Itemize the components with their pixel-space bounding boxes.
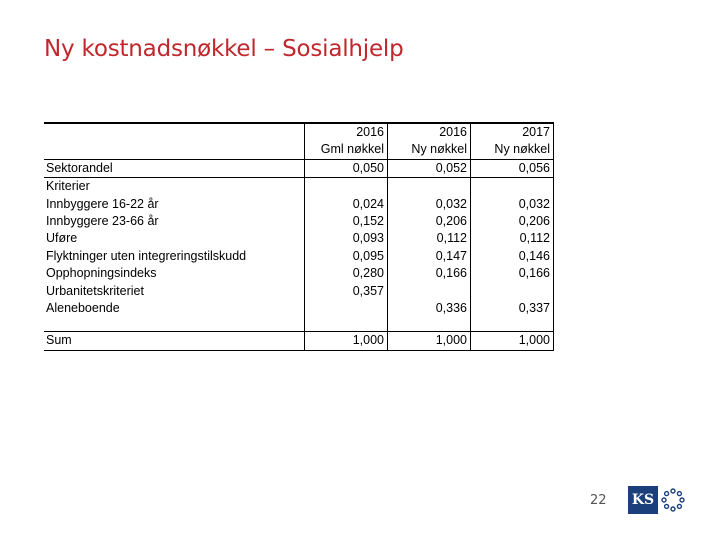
header-label: Gml nøkkel — [305, 141, 388, 159]
criteria-heading: Kriterier — [46, 179, 90, 194]
cell-value: 0,166 — [471, 265, 554, 282]
cell-value: 0,147 — [388, 248, 471, 265]
empty-cell — [44, 317, 305, 332]
header-year: 2017 — [471, 123, 554, 141]
cell-value: 0,337 — [471, 300, 554, 317]
table-row — [44, 230, 554, 247]
cell-value: 0,357 — [305, 283, 388, 300]
criteria-heading-row — [44, 178, 554, 196]
table-row — [44, 248, 554, 265]
cell-value: 1,000 — [388, 332, 471, 350]
header-blank — [44, 123, 305, 141]
cell-value: 0,206 — [471, 213, 554, 230]
row-label: Aleneboende — [46, 301, 120, 316]
table-row — [44, 300, 554, 317]
row-label: Innbyggere 16-22 år — [46, 196, 159, 211]
empty-cell — [305, 317, 388, 332]
row-label: Flyktninger uten integreringstilskudd — [46, 248, 247, 263]
empty-cell — [388, 317, 471, 332]
ks-logo — [628, 486, 686, 514]
cell-value — [471, 283, 554, 300]
cell-value: 0,112 — [471, 230, 554, 247]
empty-cell — [471, 178, 554, 196]
table-row — [44, 196, 554, 213]
sum-row — [44, 332, 554, 350]
spacer-row — [44, 317, 554, 332]
empty-cell — [388, 178, 471, 196]
cell-value: 0,056 — [471, 159, 554, 177]
header-label-row — [44, 141, 554, 159]
cell-value: 0,050 — [305, 159, 388, 177]
cell-value: 0,112 — [388, 230, 471, 247]
ks-logo-text: KS — [628, 486, 658, 514]
row-label: Innbyggere 23-66 år — [46, 214, 159, 229]
sector-row — [44, 159, 554, 177]
cost-key-table — [44, 122, 554, 351]
cell-value: 0,166 — [388, 265, 471, 282]
header-label: Ny nøkkel — [388, 141, 471, 159]
cell-value: 0,032 — [388, 196, 471, 213]
cell-value: 0,032 — [471, 196, 554, 213]
header-year-row — [44, 123, 554, 141]
row-label: Urbanitetskriteriet — [46, 283, 144, 298]
header-year: 2016 — [305, 123, 388, 141]
empty-cell — [305, 178, 388, 196]
cell-value: 0,052 — [388, 159, 471, 177]
cell-value: 0,024 — [305, 196, 388, 213]
header-blank — [44, 141, 305, 159]
cell-value: 0,093 — [305, 230, 388, 247]
row-label: Sektorandel — [44, 159, 305, 177]
cell-value — [305, 300, 388, 317]
page-number: 22 — [590, 493, 607, 508]
cell-value: 0,336 — [388, 300, 471, 317]
table-row — [44, 265, 554, 282]
slide-title: Ny kostnadsnøkkel – Sosialhjelp — [44, 36, 404, 62]
header-year: 2016 — [388, 123, 471, 141]
cell-value: 0,146 — [471, 248, 554, 265]
cell-value: 0,152 — [305, 213, 388, 230]
cell-value: 0,206 — [388, 213, 471, 230]
empty-cell — [471, 317, 554, 332]
table-row — [44, 283, 554, 300]
row-label: Sum — [44, 332, 305, 350]
cell-value: 1,000 — [305, 332, 388, 350]
cell-value — [388, 283, 471, 300]
cell-value: 0,280 — [305, 265, 388, 282]
row-label: Uføre — [46, 231, 78, 246]
row-label: Opphopningsindeks — [46, 266, 157, 281]
header-label: Ny nøkkel — [471, 141, 554, 159]
cell-value: 0,095 — [305, 248, 388, 265]
emblem-icon — [660, 487, 686, 513]
table-row — [44, 213, 554, 230]
cell-value: 1,000 — [471, 332, 554, 350]
